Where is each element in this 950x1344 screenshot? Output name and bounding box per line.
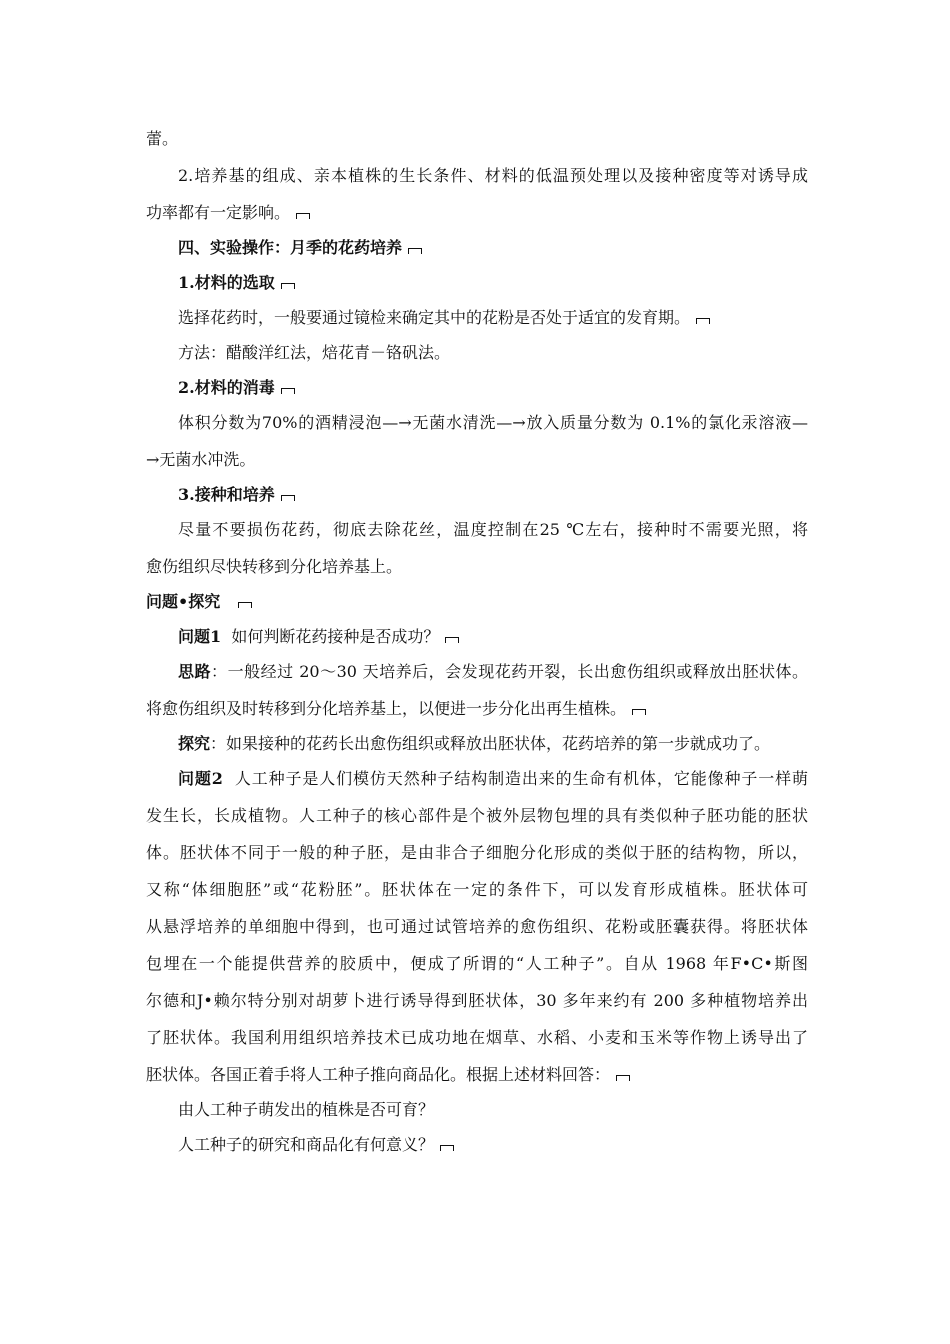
text-line: 2.培养基的组成、亲本植株的生长条件、材料的低温预处理以及接种密度等对诱导成 [178, 166, 808, 185]
document-page [146, 116, 808, 1155]
bracket-mark-icon [238, 602, 252, 608]
question-line: 问题2 人工种子是人们模仿天然种子结构制造出来的生命有机体，它能像种子一样萌 [178, 769, 809, 788]
text-line: 将愈伤组织及时转移到分化培养基上，以便进一步分化出再生植株。 [146, 699, 808, 719]
bracket-mark-icon [281, 283, 295, 289]
text-line: 功率都有一定影响。 [146, 203, 808, 223]
bracket-mark-icon [281, 495, 295, 501]
sub-question: 由人工种子萌发出的植株是否可育？ [178, 1100, 435, 1119]
text-line: 探究：如果接种的花药长出愈伤组织或释放出胚状体，花药培养的第一步就成功了。 [178, 734, 771, 753]
text-line: →无菌水冲洗。 [146, 450, 256, 469]
sub-question: 人工种子的研究和商品化有何意义？ [146, 1135, 808, 1155]
section-heading: 四、实验操作：月季的花药培养 [146, 238, 808, 258]
sub-heading: 1.材料的选取 [146, 273, 808, 293]
bracket-mark-icon [696, 318, 710, 324]
bracket-mark-icon [616, 1075, 630, 1081]
text-line: 从悬浮培养的单细胞中得到，也可通过试管培养的愈伤组织、花粉或胚囊获得。将胚状体 [146, 917, 808, 936]
question-line: 问题1 如何判断花药接种是否成功？ [146, 627, 808, 647]
text-line: 又称“体细胞胚”或“花粉胚”。胚状体在一定的条件下，可以发育形成植株。胚状体可 [146, 880, 808, 899]
bracket-mark-icon [408, 248, 422, 254]
bracket-mark-icon [632, 709, 646, 715]
text-line: 体。胚状体不同于一般的种子胚，是由非合子细胞分化形成的类似于胚的结构物，所以， [146, 843, 808, 862]
text-line: 蕾。 [146, 129, 179, 148]
text-line: 了胚状体。我国利用组织培养技术已成功地在烟草、水稻、小麦和玉米等作物上诱导出了 [146, 1028, 808, 1047]
text-line: 包埋在一个能提供营养的胶质中，便成了所谓的“人工种子”。自从 1968 年F•C•斯图 [146, 954, 808, 973]
text-line: 胚状体。各国正着手将人工种子推向商品化。根据上述材料回答： [146, 1065, 808, 1085]
bracket-mark-icon [296, 213, 310, 219]
text-line: 体积分数为70%的酒精浸泡—→无菌水清洗—→放入质量分数为 0.1%的氯化汞溶液— [178, 413, 808, 432]
text-line: 思路：一般经过 20～30 天培养后，会发现花药开裂，长出愈伤组织或释放出胚状体。 [178, 662, 808, 681]
text-line: 方法：醋酸洋红法，焙花青－铬矾法。 [178, 343, 451, 362]
text-line: 选择花药时，一般要通过镜检来确定其中的花粉是否处于适宜的发育期。 [146, 308, 808, 328]
text-line: 尔德和J•赖尔特分别对胡萝卜进行诱导得到胚状体，30 多年来约有 200 多种植物培养出 [146, 991, 808, 1010]
section-heading: 问题•探究 [146, 592, 808, 612]
bracket-mark-icon [440, 1145, 454, 1151]
bracket-mark-icon [281, 388, 295, 394]
sub-heading: 3.接种和培养 [146, 485, 808, 505]
text-line: 愈伤组织尽快转移到分化培养基上。 [146, 557, 403, 576]
text-line: 发生长，长成植物。人工种子的核心部件是个被外层物包埋的具有类似种子胚功能的胚状 [146, 806, 808, 825]
bracket-mark-icon [445, 637, 459, 643]
sub-heading: 2.材料的消毒 [146, 378, 808, 398]
text-line: 尽量不要损伤花药，彻底去除花丝，温度控制在25 ℃左右，接种时不需要光照，将 [178, 520, 808, 539]
